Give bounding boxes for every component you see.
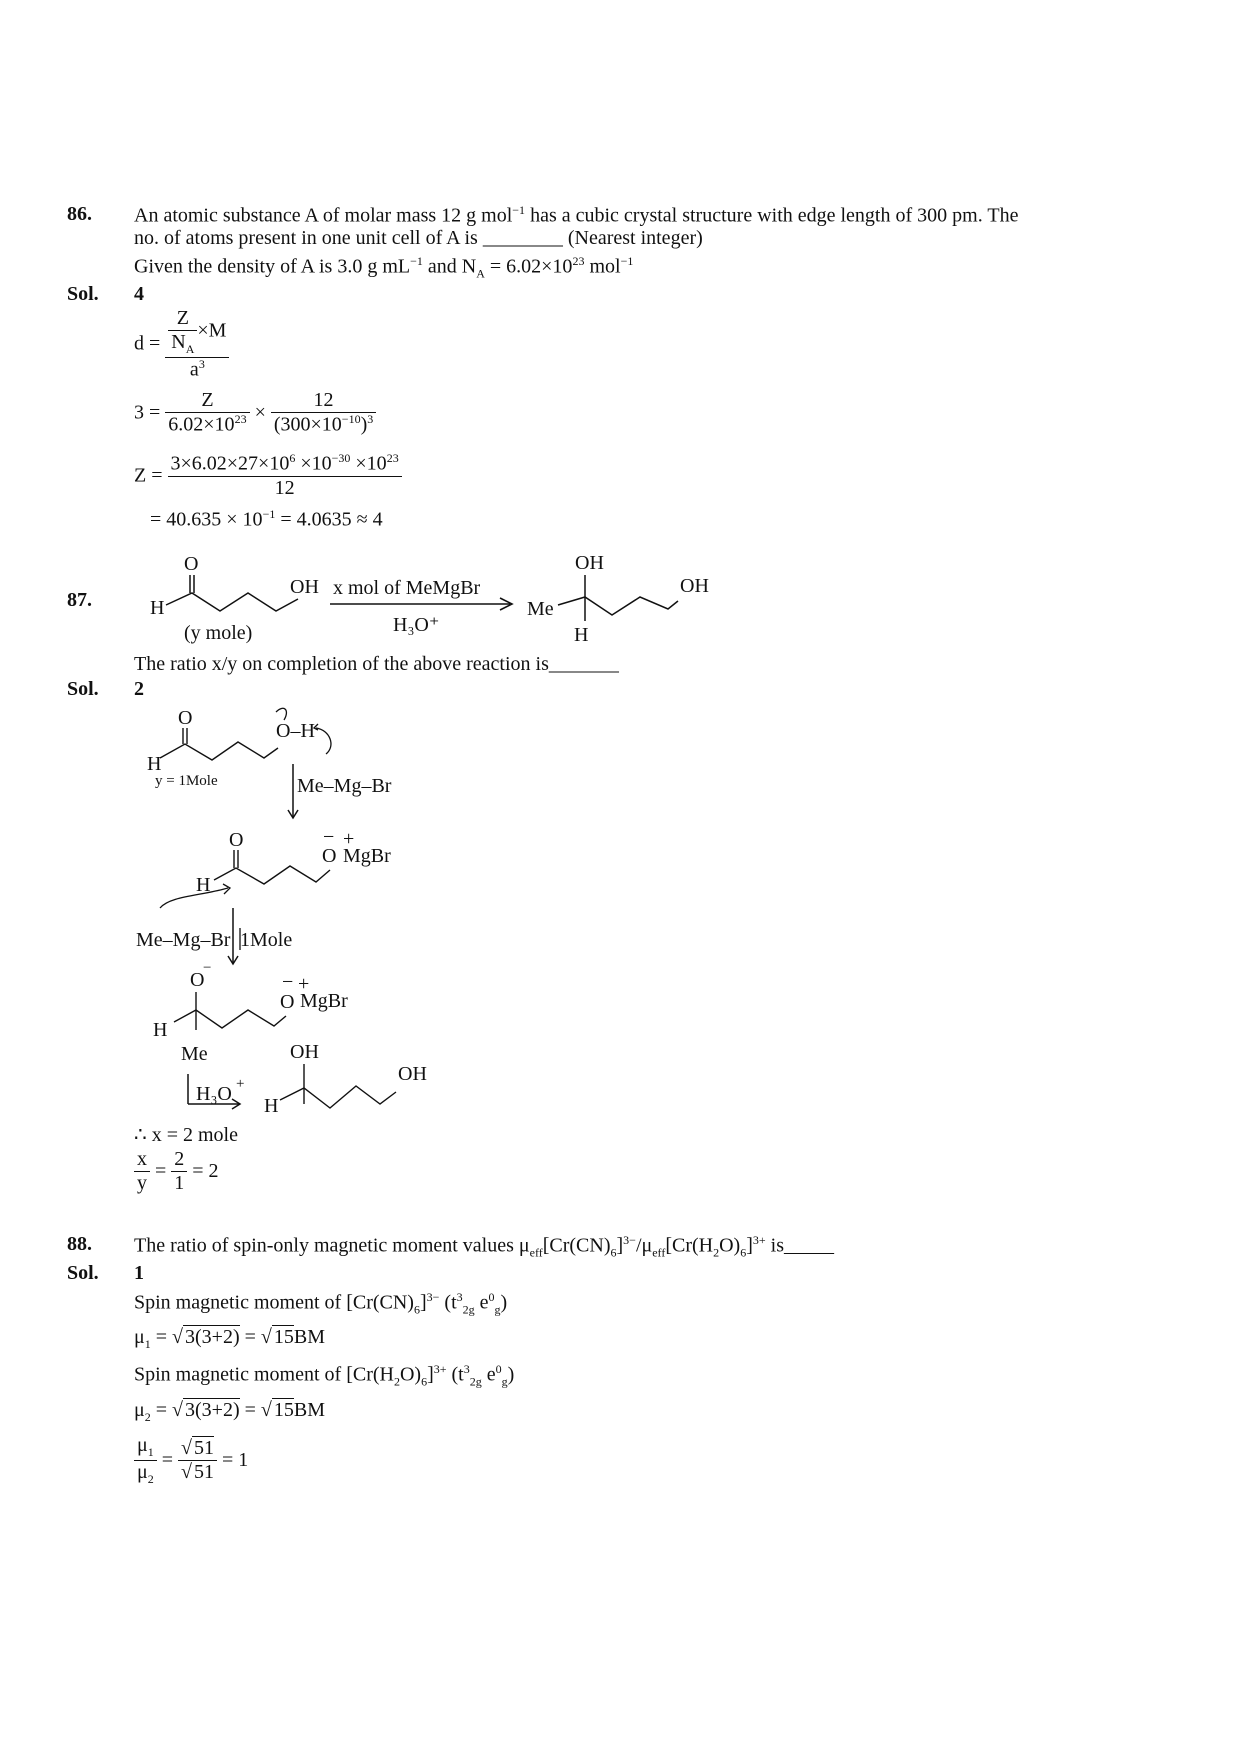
q87-memgbr-1: Me–Mg–Br bbox=[297, 775, 392, 797]
q86-line-1: An atomic substance A of molar mass 12 g mol$^{-1}$ has a cubic crystal structure with edge length of 300 pm. The bbox=[134, 203, 1019, 227]
q87-y-1mole: y = 1Mole bbox=[155, 773, 218, 789]
q87-me-label: Me bbox=[181, 1043, 208, 1065]
q86-eq-substitution: 3 = $\frac{Z}{6.02\times 10^{23}}$ × $\frac{12}{(300\times 10^{-10})^3}$ bbox=[134, 389, 376, 437]
q87-sol-label: Sol. bbox=[67, 678, 99, 700]
q86-eq-z: Z = $\frac{3\times 6.02\times 27\times 10^6 \times 10^{-30} \times 10^{23}}{12}$ bbox=[134, 452, 402, 500]
svg-text:O: O bbox=[229, 829, 244, 851]
svg-text:+: + bbox=[236, 1076, 245, 1092]
q87-start-OH: OH bbox=[290, 576, 319, 598]
q87-mgbr-1: MgBr bbox=[343, 845, 391, 867]
q87-product-H: H bbox=[574, 624, 589, 646]
svg-text:O: O bbox=[190, 969, 205, 991]
svg-text:O: O bbox=[280, 991, 295, 1013]
q87-h3o-2: H₃O bbox=[196, 1083, 232, 1105]
q87-therefore: ∴ x = 2 mole bbox=[134, 1124, 238, 1146]
q88-mu2: $\mu_2$ = √ 3(3+2) = √ 15BM bbox=[134, 1399, 325, 1424]
q87-aldehyde-H: H bbox=[150, 597, 165, 619]
q88-answer: 1 bbox=[134, 1262, 144, 1284]
svg-text:H: H bbox=[153, 1019, 168, 1041]
q87-number: 87. bbox=[67, 589, 92, 611]
svg-text:O: O bbox=[322, 845, 337, 867]
q87-1mole: 1Mole bbox=[240, 929, 293, 951]
q87-memgbr-2: Me–Mg–Br bbox=[136, 929, 231, 951]
q88-spin-moment-h2o: Spin magnetic moment of $[Cr(H_2O)_6]^{3+}$ ($t^3_{2g}$ $e^0_g$) bbox=[134, 1362, 515, 1389]
q86-number: 86. bbox=[67, 203, 92, 225]
q86-eq-density: d = $\frac{Z}{N_A}$ ×M $a^3$ bbox=[134, 307, 229, 381]
svg-text:−: − bbox=[203, 960, 212, 976]
q88-mu1: $\mu_1$ = √ 3(3+2) = √ 15BM bbox=[134, 1326, 325, 1351]
q87-y-mole: (y mole) bbox=[184, 622, 253, 644]
q86-answer: 4 bbox=[134, 283, 144, 305]
q87-question: The ratio x/y on completion of the above reaction is_______ bbox=[134, 653, 619, 675]
svg-text:O: O bbox=[178, 707, 193, 729]
q86-sol-label: Sol. bbox=[67, 283, 99, 305]
q87-product-Me: Me bbox=[527, 598, 554, 620]
q87-mechanism bbox=[130, 700, 470, 1130]
svg-text:H: H bbox=[196, 874, 211, 896]
svg-text:−: − bbox=[282, 971, 294, 993]
q86-line-2: no. of atoms present in one unit cell of A is ________ (Nearest integer) bbox=[134, 227, 703, 249]
q87-reaction-scheme bbox=[140, 545, 740, 650]
q88-number: 88. bbox=[67, 1233, 92, 1255]
q87-aldehyde-O: O bbox=[184, 553, 199, 575]
q87-product-OH1: OH bbox=[575, 552, 604, 574]
q87-ratio: $\frac{x}{y}$ = $\frac{2}{1}$ = 2 bbox=[134, 1148, 219, 1195]
q87-product-OH2: OH bbox=[680, 575, 709, 597]
q87-h3o: H₃O⁺ bbox=[393, 614, 440, 636]
q87-answer: 2 bbox=[134, 678, 144, 700]
svg-text:H: H bbox=[264, 1095, 279, 1117]
svg-text:−: − bbox=[323, 826, 335, 848]
svg-text:OH: OH bbox=[290, 1041, 319, 1063]
svg-text:+: + bbox=[298, 973, 310, 995]
svg-text:+: + bbox=[343, 828, 355, 850]
q88-ratio: $\frac{\mu_1}{\mu_2}$ = $\frac{√ 51}{√ 51}$ = 1 bbox=[134, 1434, 248, 1487]
q88-question: The ratio of spin-only magnetic moment values $\mu_{eff}[Cr(CN)_6]^{3-}/\mu_{eff}[Cr(H_2O)_6]^{3+}$ is_____ bbox=[134, 1233, 835, 1260]
q88-spin-moment-cn: Spin magnetic moment of $[Cr(CN)_6]^{3-}$ ($t^3_{2g}$ $e^0_g$) bbox=[134, 1290, 508, 1317]
q87-mgbr-2: MgBr bbox=[300, 990, 348, 1012]
svg-text:OH: OH bbox=[398, 1063, 427, 1085]
q87-reagent: x mol of MeMgBr bbox=[333, 577, 481, 599]
svg-text:H: H bbox=[147, 753, 162, 775]
q86-result: = $40.635 \times 10^{-1} = 4.0635 \approx 4$ bbox=[150, 507, 383, 531]
q86-line-3: Given the density of A is 3.0 g $mL^{-1}$ and $N_A = 6.02\times 10^{23}$ mol$^{-1}$ bbox=[134, 254, 634, 281]
q88-sol-label: Sol. bbox=[67, 1262, 99, 1284]
q87-OH-bond: O–H bbox=[276, 720, 315, 742]
q86-density-fraction: $\frac{Z}{N_A}$ ×M $a^3$ bbox=[165, 307, 229, 381]
